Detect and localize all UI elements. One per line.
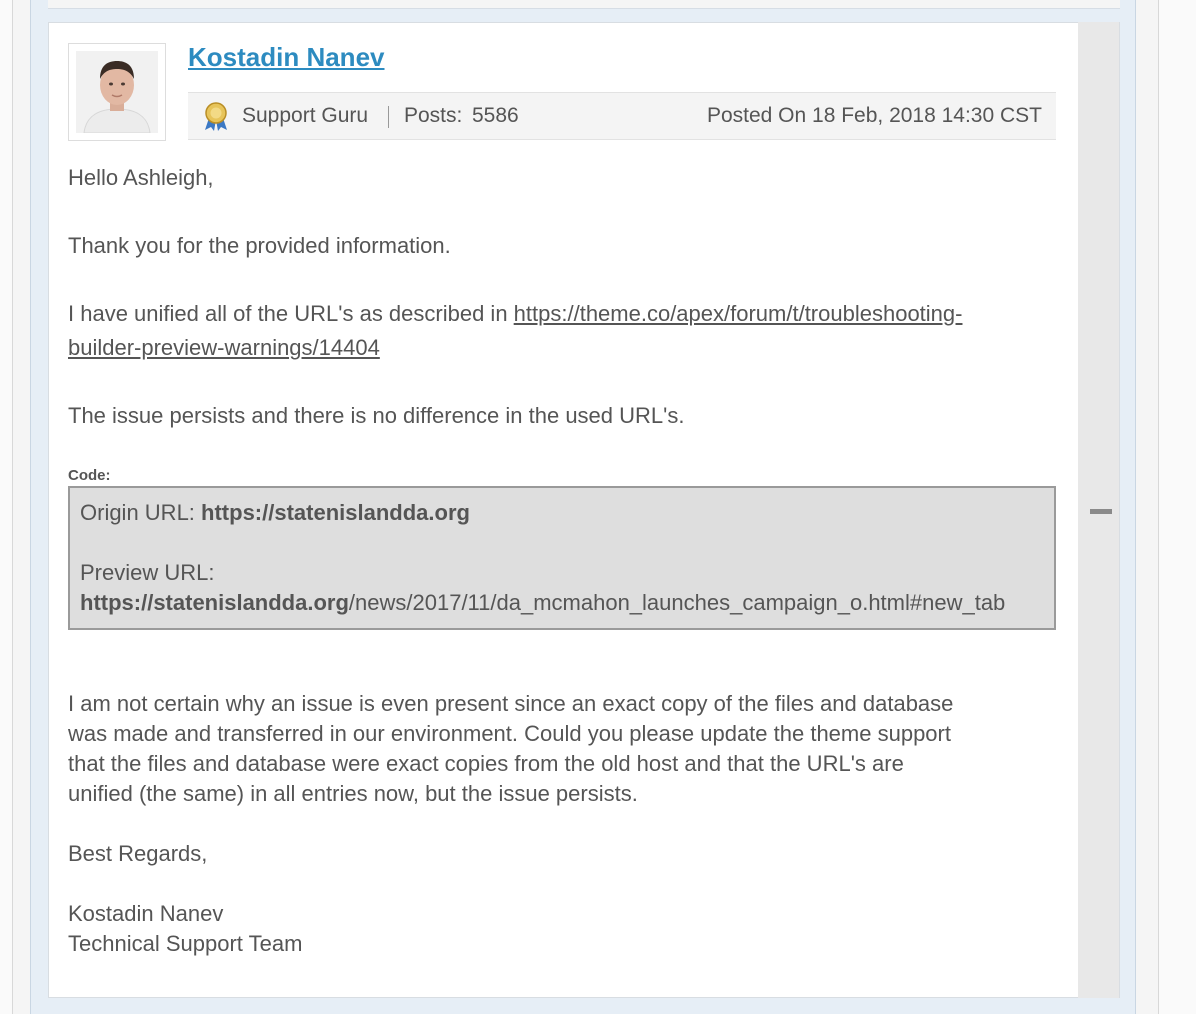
closing-text: Best Regards, — [68, 841, 208, 866]
paragraph-line: was made and transferred in our environment. Could you please update the theme support — [68, 721, 951, 746]
origin-url-line — [80, 500, 470, 526]
right-gutter — [1158, 0, 1196, 1014]
paragraph-line: that the files and database were exact copies from the old host and that the URL's are — [68, 751, 904, 776]
code-block — [68, 486, 1056, 630]
preview-label: Preview URL: — [80, 560, 215, 585]
paragraph-line: unified (the same) in all entries now, but the issue persists. — [68, 781, 638, 806]
left-gutter — [0, 0, 13, 1014]
forum-link-continuation — [68, 333, 380, 363]
forum-link-line1[interactable]: https://theme.co/apex/forum/t/troubleshooting- — [513, 301, 963, 326]
signature-team: Technical Support Team — [68, 931, 303, 956]
forum-link-line2[interactable]: builder-preview-warnings/14404 — [68, 335, 380, 360]
author-name-link[interactable]: Kostadin Nanev — [188, 42, 385, 72]
meta-divider — [388, 106, 389, 128]
explanation-paragraph — [68, 689, 953, 809]
posted-timestamp: Posted On 18 Feb, 2018 14:30 CST — [706, 104, 1042, 127]
issue-text: The issue persists and there is no difference in the used URL's. — [68, 403, 685, 428]
greeting-text: Hello Ashleigh, — [68, 165, 214, 190]
unified-text — [68, 299, 962, 329]
minus-icon[interactable] — [1090, 509, 1112, 514]
posts-count: 5586 — [472, 104, 519, 127]
origin-url: https://statenislandda.org — [201, 500, 470, 525]
posts-label: Posts: — [404, 104, 463, 127]
award-ribbon-icon — [200, 102, 232, 138]
preview-url-domain: https://statenislandda.org — [80, 590, 349, 615]
user-photo-icon — [76, 51, 158, 133]
previous-post-edge — [48, 0, 1120, 9]
origin-label: Origin URL: — [80, 500, 202, 525]
unified-prefix: I have unified all of the URL's as described in — [68, 301, 514, 326]
signature-name: Kostadin Nanev — [68, 901, 224, 926]
code-label: Code: — [68, 467, 111, 484]
preview-url-path: /news/2017/11/da_mcmahon_launches_campaign_o.html#new_tab — [348, 590, 1006, 615]
preview-url-line — [80, 590, 1005, 616]
user-rank: Support Guru — [242, 104, 369, 127]
post-meta-bar — [188, 92, 1056, 140]
paragraph-line: I am not certain why an issue is even present since an exact copy of the files and database — [68, 691, 954, 716]
avatar[interactable] — [68, 43, 166, 141]
thanks-text: Thank you for the provided information. — [68, 233, 451, 258]
